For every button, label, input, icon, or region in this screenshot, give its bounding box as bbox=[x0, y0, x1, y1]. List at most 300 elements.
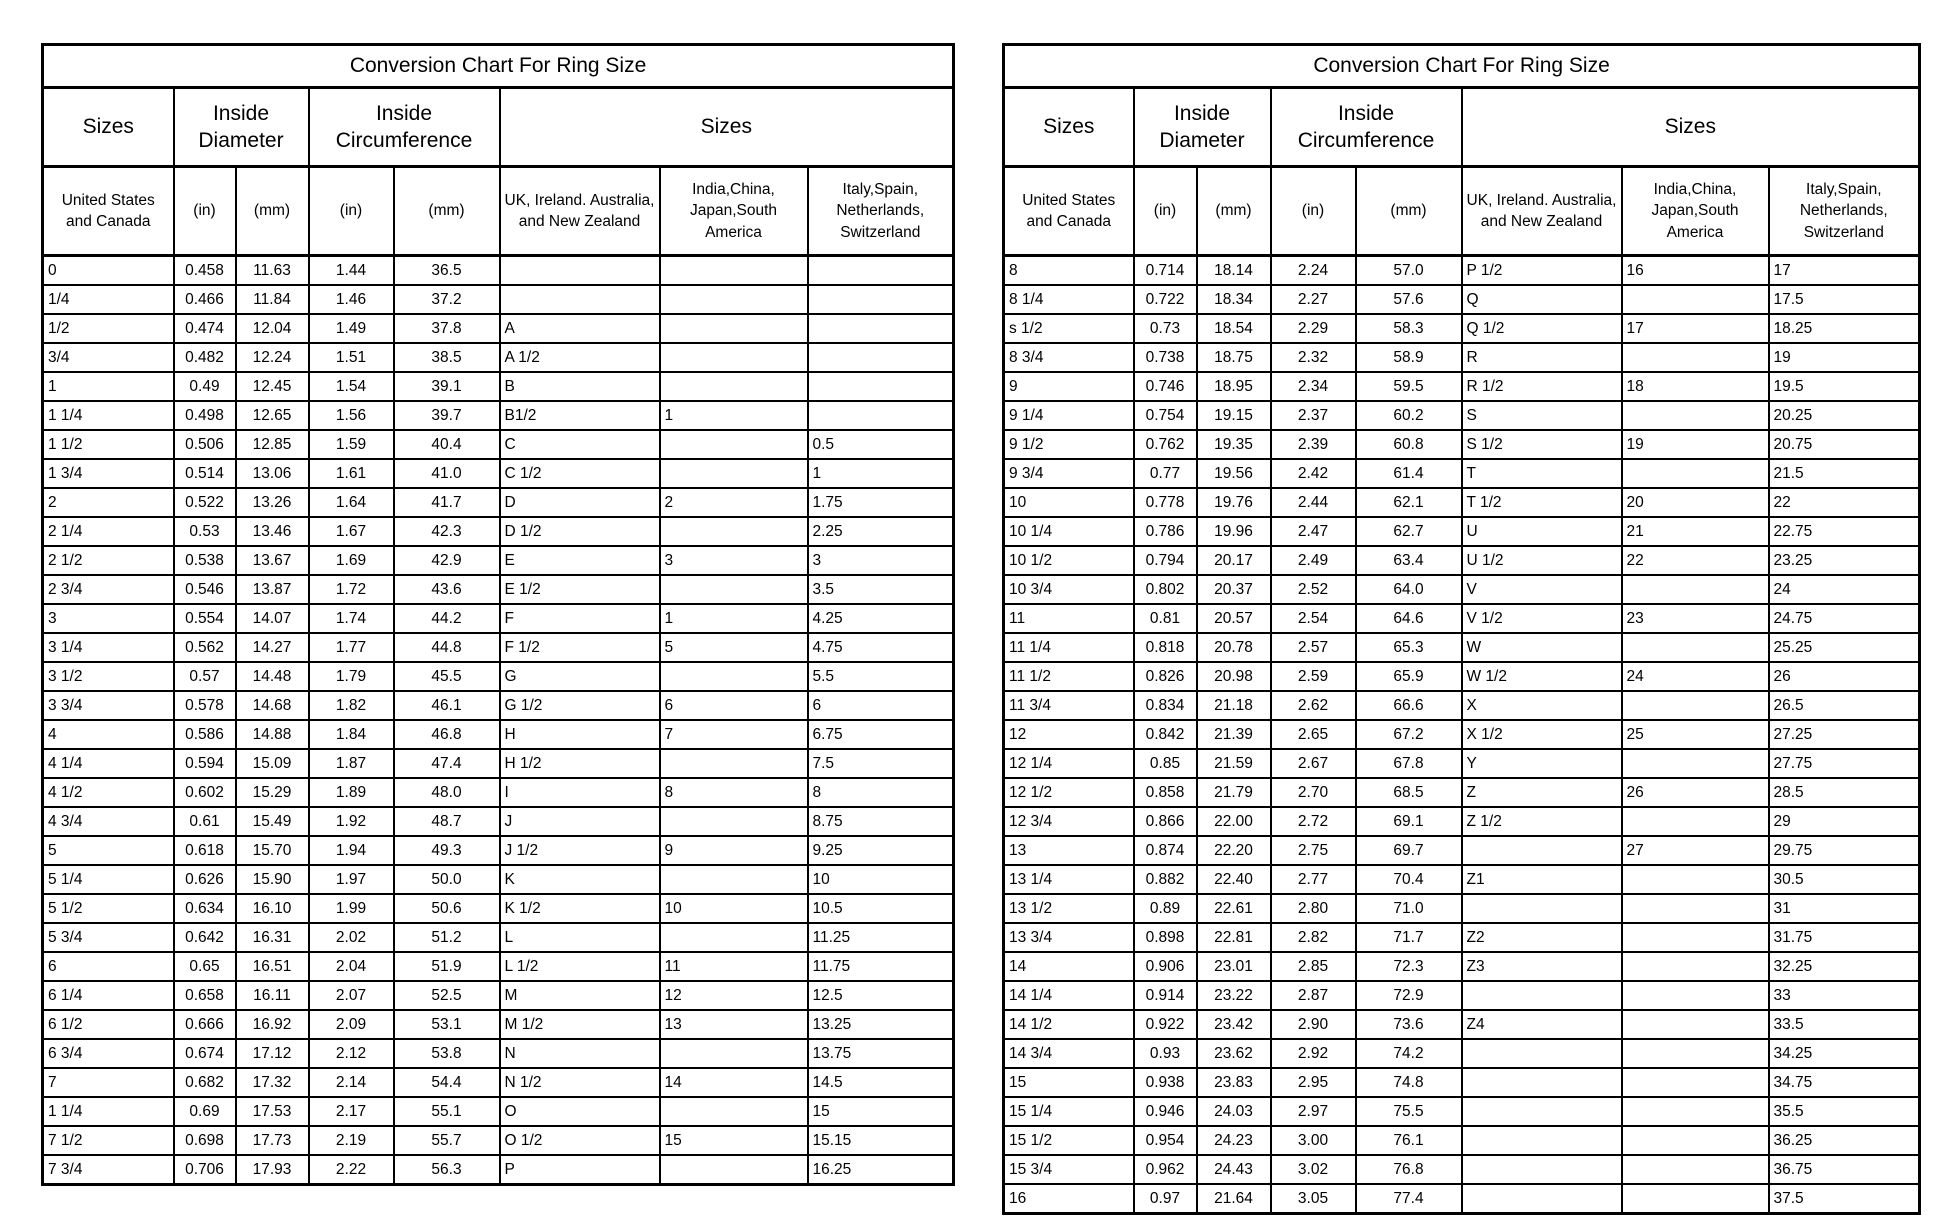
table-cell: 3.5 bbox=[808, 575, 954, 604]
table-cell bbox=[1462, 1097, 1622, 1126]
table-cell: 1.51 bbox=[309, 343, 394, 372]
table-cell bbox=[1462, 836, 1622, 865]
table-cell: 75.5 bbox=[1356, 1097, 1462, 1126]
table-cell: 2.34 bbox=[1271, 372, 1356, 401]
table-cell: 0.714 bbox=[1134, 256, 1197, 286]
table-cell bbox=[660, 430, 808, 459]
table-cell: 36.25 bbox=[1769, 1126, 1920, 1155]
table-cell: 0.458 bbox=[174, 256, 236, 286]
table-cell: M 1/2 bbox=[500, 1010, 660, 1039]
table-cell: 4 3/4 bbox=[43, 807, 174, 836]
table-cell: 34.25 bbox=[1769, 1039, 1920, 1068]
table-cell: 71.0 bbox=[1356, 894, 1462, 923]
column-header-circumference-mm: (mm) bbox=[1356, 167, 1462, 256]
table-cell: 0.914 bbox=[1134, 981, 1197, 1010]
table-cell: 0.57 bbox=[174, 662, 236, 691]
table-cell: 1.59 bbox=[309, 430, 394, 459]
table-cell: 10 1/4 bbox=[1004, 517, 1134, 546]
table-cell: 0.594 bbox=[174, 749, 236, 778]
table-cell: 0.514 bbox=[174, 459, 236, 488]
table-cell: 74.8 bbox=[1356, 1068, 1462, 1097]
table-cell bbox=[660, 285, 808, 314]
group-header-row bbox=[1004, 88, 1920, 167]
table-row bbox=[1004, 981, 1920, 1010]
table-cell: R bbox=[1462, 343, 1622, 372]
table-cell: 0.834 bbox=[1134, 691, 1197, 720]
table-cell: 1 1/2 bbox=[43, 430, 174, 459]
table-cell: K bbox=[500, 865, 660, 894]
table-cell: 16.92 bbox=[236, 1010, 309, 1039]
table-row bbox=[1004, 662, 1920, 691]
table-cell: 8 1/4 bbox=[1004, 285, 1134, 314]
table-cell: 42.3 bbox=[394, 517, 500, 546]
table-cell: 2.95 bbox=[1271, 1068, 1356, 1097]
table-row bbox=[1004, 285, 1920, 314]
table-cell: 13 1/2 bbox=[1004, 894, 1134, 923]
table-cell: 16 bbox=[1004, 1184, 1134, 1214]
table-cell: 53.8 bbox=[394, 1039, 500, 1068]
table-row bbox=[43, 1010, 954, 1039]
table-row bbox=[1004, 459, 1920, 488]
table-cell: E 1/2 bbox=[500, 575, 660, 604]
table-cell: G bbox=[500, 662, 660, 691]
table-cell: 19.15 bbox=[1197, 401, 1271, 430]
table-cell: 0.77 bbox=[1134, 459, 1197, 488]
table-cell: 0.5 bbox=[808, 430, 954, 459]
table-cell: 1.44 bbox=[309, 256, 394, 286]
table-cell: 1 1/4 bbox=[43, 401, 174, 430]
table-cell: 24.75 bbox=[1769, 604, 1920, 633]
table-cell: 15 bbox=[808, 1097, 954, 1126]
table-cell: 5.5 bbox=[808, 662, 954, 691]
column-header-circumference-in: (in) bbox=[309, 167, 394, 256]
table-cell: 18.34 bbox=[1197, 285, 1271, 314]
table-cell: 23.01 bbox=[1197, 952, 1271, 981]
table-cell: 0.618 bbox=[174, 836, 236, 865]
table-cell bbox=[1622, 1010, 1769, 1039]
table-cell: 52.5 bbox=[394, 981, 500, 1010]
table-cell: X bbox=[1462, 691, 1622, 720]
table-cell: 23.83 bbox=[1197, 1068, 1271, 1097]
table-cell: F 1/2 bbox=[500, 633, 660, 662]
table-cell: 2.37 bbox=[1271, 401, 1356, 430]
table-row bbox=[1004, 517, 1920, 546]
table-row bbox=[43, 1068, 954, 1097]
table-cell: 0 bbox=[43, 256, 174, 286]
table-row bbox=[1004, 952, 1920, 981]
table-cell bbox=[660, 343, 808, 372]
table-row bbox=[1004, 1126, 1920, 1155]
table-cell: 10 bbox=[808, 865, 954, 894]
table-cell: 0.69 bbox=[174, 1097, 236, 1126]
table-cell: 6.75 bbox=[808, 720, 954, 749]
table-cell: 15.15 bbox=[808, 1126, 954, 1155]
table-cell: 2.22 bbox=[309, 1155, 394, 1185]
table-cell: 54.4 bbox=[394, 1068, 500, 1097]
table-cell: 2.65 bbox=[1271, 720, 1356, 749]
table-cell: 26 bbox=[1769, 662, 1920, 691]
table-cell: 0.538 bbox=[174, 546, 236, 575]
table-cell: 2.75 bbox=[1271, 836, 1356, 865]
table-cell: N bbox=[500, 1039, 660, 1068]
table-cell: 13.67 bbox=[236, 546, 309, 575]
table-cell: 2 1/2 bbox=[43, 546, 174, 575]
table-cell: 48.7 bbox=[394, 807, 500, 836]
table-cell: 60.2 bbox=[1356, 401, 1462, 430]
table-row bbox=[43, 923, 954, 952]
table-cell: 72.3 bbox=[1356, 952, 1462, 981]
table-cell: 22.81 bbox=[1197, 923, 1271, 952]
table-cell: 20 bbox=[1622, 488, 1769, 517]
group-header-sizes-international: Sizes bbox=[500, 88, 954, 167]
table-cell: 0.874 bbox=[1134, 836, 1197, 865]
table-cell: 1.54 bbox=[309, 372, 394, 401]
table-cell: 12 bbox=[1004, 720, 1134, 749]
table-row bbox=[43, 546, 954, 575]
table-cell bbox=[808, 401, 954, 430]
table-cell: 26.5 bbox=[1769, 691, 1920, 720]
table-cell: 49.3 bbox=[394, 836, 500, 865]
table-cell: 2.82 bbox=[1271, 923, 1356, 952]
table-cell: 19.96 bbox=[1197, 517, 1271, 546]
table-cell: O 1/2 bbox=[500, 1126, 660, 1155]
table-cell: 1 bbox=[808, 459, 954, 488]
table-cell: 13 1/4 bbox=[1004, 865, 1134, 894]
table-cell: 22 bbox=[1769, 488, 1920, 517]
table-cell: 7 1/2 bbox=[43, 1126, 174, 1155]
table-row bbox=[43, 633, 954, 662]
table-row bbox=[43, 314, 954, 343]
table-row bbox=[1004, 1097, 1920, 1126]
table-cell: 71.7 bbox=[1356, 923, 1462, 952]
table-cell: 14.68 bbox=[236, 691, 309, 720]
table-row bbox=[43, 401, 954, 430]
table-cell: 3 bbox=[43, 604, 174, 633]
table-cell: 19.76 bbox=[1197, 488, 1271, 517]
table-cell: 1 bbox=[660, 401, 808, 430]
table-cell: 39.1 bbox=[394, 372, 500, 401]
table-cell: 0.946 bbox=[1134, 1097, 1197, 1126]
table-cell bbox=[1622, 575, 1769, 604]
table-row bbox=[1004, 1184, 1920, 1214]
table-cell: W bbox=[1462, 633, 1622, 662]
table-cell: 8 bbox=[1004, 256, 1134, 286]
table-cell: 2 bbox=[43, 488, 174, 517]
table-cell: 25 bbox=[1622, 720, 1769, 749]
table-row bbox=[43, 807, 954, 836]
table-cell: 1.99 bbox=[309, 894, 394, 923]
group-header-sizes-international: Sizes bbox=[1462, 88, 1920, 167]
column-header-india-china-japan-sa: India,China, Japan,South America bbox=[1622, 167, 1769, 256]
table-cell: 0.802 bbox=[1134, 575, 1197, 604]
table-cell: 1 bbox=[660, 604, 808, 633]
table-cell: 2.85 bbox=[1271, 952, 1356, 981]
table-cell: 12.45 bbox=[236, 372, 309, 401]
table-cell bbox=[660, 923, 808, 952]
table-row bbox=[1004, 778, 1920, 807]
table-cell: 64.0 bbox=[1356, 575, 1462, 604]
table-cell: 50.0 bbox=[394, 865, 500, 894]
table-cell: 65.3 bbox=[1356, 633, 1462, 662]
table-cell: 0.522 bbox=[174, 488, 236, 517]
table-cell: 20.17 bbox=[1197, 546, 1271, 575]
table-cell: Y bbox=[1462, 749, 1622, 778]
table-cell: 65.9 bbox=[1356, 662, 1462, 691]
table-cell: 66.6 bbox=[1356, 691, 1462, 720]
table-cell: 58.9 bbox=[1356, 343, 1462, 372]
table-row bbox=[1004, 575, 1920, 604]
table-cell: 0.97 bbox=[1134, 1184, 1197, 1214]
table-cell: T bbox=[1462, 459, 1622, 488]
table-cell: 5 bbox=[43, 836, 174, 865]
table-cell: 14 bbox=[660, 1068, 808, 1097]
table-cell: 0.738 bbox=[1134, 343, 1197, 372]
table-cell: 7 bbox=[43, 1068, 174, 1097]
table-cell: 0.498 bbox=[174, 401, 236, 430]
table-cell: 24 bbox=[1769, 575, 1920, 604]
table-cell: L 1/2 bbox=[500, 952, 660, 981]
table-cell: 62.1 bbox=[1356, 488, 1462, 517]
table-title-row bbox=[43, 45, 954, 88]
table-cell bbox=[808, 314, 954, 343]
table-cell: 2.12 bbox=[309, 1039, 394, 1068]
table-title: Conversion Chart For Ring Size bbox=[1004, 45, 1920, 88]
table-cell bbox=[660, 314, 808, 343]
table-cell: 9 1/4 bbox=[1004, 401, 1134, 430]
table-cell: 0.754 bbox=[1134, 401, 1197, 430]
table-cell: Z4 bbox=[1462, 1010, 1622, 1039]
table-cell: 23.42 bbox=[1197, 1010, 1271, 1039]
table-row bbox=[1004, 923, 1920, 952]
table-cell bbox=[1462, 1126, 1622, 1155]
table-cell bbox=[500, 285, 660, 314]
table-cell: 22.75 bbox=[1769, 517, 1920, 546]
table-row bbox=[43, 256, 954, 286]
table-cell: 50.6 bbox=[394, 894, 500, 923]
table-cell: 1.79 bbox=[309, 662, 394, 691]
table-cell: 61.4 bbox=[1356, 459, 1462, 488]
table-cell: 2.87 bbox=[1271, 981, 1356, 1010]
table-cell: I bbox=[500, 778, 660, 807]
table-cell: 0.698 bbox=[174, 1126, 236, 1155]
table-cell bbox=[1622, 1068, 1769, 1097]
group-header-inside-diameter: Inside Diameter bbox=[174, 88, 309, 167]
table-cell: 6 1/4 bbox=[43, 981, 174, 1010]
table-row bbox=[43, 981, 954, 1010]
table-cell: 23.25 bbox=[1769, 546, 1920, 575]
table-cell: 22.00 bbox=[1197, 807, 1271, 836]
table-cell: 11.25 bbox=[808, 923, 954, 952]
table-cell: 0.81 bbox=[1134, 604, 1197, 633]
table-cell: 68.5 bbox=[1356, 778, 1462, 807]
column-header-us-canada: United States and Canada bbox=[43, 167, 174, 256]
table-cell: 14.5 bbox=[808, 1068, 954, 1097]
column-header-india-china-japan-sa: India,China, Japan,South America bbox=[660, 167, 808, 256]
table-cell: 47.4 bbox=[394, 749, 500, 778]
table-row bbox=[43, 865, 954, 894]
column-header-circumference-in: (in) bbox=[1271, 167, 1356, 256]
table-cell: 2.52 bbox=[1271, 575, 1356, 604]
table-cell: 2.04 bbox=[309, 952, 394, 981]
table-cell: 17.73 bbox=[236, 1126, 309, 1155]
table-cell: 0.73 bbox=[1134, 314, 1197, 343]
table-cell: 12.5 bbox=[808, 981, 954, 1010]
table-cell: 1.87 bbox=[309, 749, 394, 778]
table-cell: 27.75 bbox=[1769, 749, 1920, 778]
table-cell: 0.674 bbox=[174, 1039, 236, 1068]
table-cell: 0.602 bbox=[174, 778, 236, 807]
table-cell: C bbox=[500, 430, 660, 459]
table-cell bbox=[1622, 807, 1769, 836]
ring-size-conversion-table-right bbox=[1002, 43, 1921, 1215]
table-cell: D 1/2 bbox=[500, 517, 660, 546]
table-cell: 1.75 bbox=[808, 488, 954, 517]
table-row bbox=[43, 1126, 954, 1155]
table-row bbox=[1004, 1068, 1920, 1097]
table-cell: 2.14 bbox=[309, 1068, 394, 1097]
table-cell: 15 1/4 bbox=[1004, 1097, 1134, 1126]
column-header-uk-ireland-australia-nz: UK, Ireland. Australia, and New Zealand bbox=[1462, 167, 1622, 256]
table-row bbox=[1004, 488, 1920, 517]
table-cell: 5 bbox=[660, 633, 808, 662]
table-cell: 17.5 bbox=[1769, 285, 1920, 314]
table-cell: 2.24 bbox=[1271, 256, 1356, 286]
table-cell: 2.27 bbox=[1271, 285, 1356, 314]
group-header-sizes-us: Sizes bbox=[43, 88, 174, 167]
table-cell: 17.53 bbox=[236, 1097, 309, 1126]
table-cell: 44.8 bbox=[394, 633, 500, 662]
table-cell: 0.898 bbox=[1134, 923, 1197, 952]
table-cell bbox=[1622, 1155, 1769, 1184]
table-cell: 6 1/2 bbox=[43, 1010, 174, 1039]
table-cell: 13 3/4 bbox=[1004, 923, 1134, 952]
table-cell: 20.78 bbox=[1197, 633, 1271, 662]
table-row bbox=[1004, 314, 1920, 343]
table-cell: 0.562 bbox=[174, 633, 236, 662]
table-cell: 10 1/2 bbox=[1004, 546, 1134, 575]
table-cell: 11 bbox=[660, 952, 808, 981]
table-cell: 15.70 bbox=[236, 836, 309, 865]
table-cell: 1 1/4 bbox=[43, 1097, 174, 1126]
table-row bbox=[43, 488, 954, 517]
table-cell: 72.9 bbox=[1356, 981, 1462, 1010]
table-cell: 12.85 bbox=[236, 430, 309, 459]
table-cell bbox=[660, 1039, 808, 1068]
table-cell: 21.18 bbox=[1197, 691, 1271, 720]
table-cell: 63.4 bbox=[1356, 546, 1462, 575]
table-cell: 35.5 bbox=[1769, 1097, 1920, 1126]
table-cell: 44.2 bbox=[394, 604, 500, 633]
table-cell: 8 3/4 bbox=[1004, 343, 1134, 372]
table-row bbox=[1004, 546, 1920, 575]
table-cell: 14 1/4 bbox=[1004, 981, 1134, 1010]
table-cell: 41.7 bbox=[394, 488, 500, 517]
table-cell: 23 bbox=[1622, 604, 1769, 633]
table-cell: 2.02 bbox=[309, 923, 394, 952]
table-cell bbox=[1622, 1097, 1769, 1126]
table-row bbox=[1004, 1010, 1920, 1039]
table-cell: 0.626 bbox=[174, 865, 236, 894]
table-row bbox=[1004, 836, 1920, 865]
table-cell: 18.25 bbox=[1769, 314, 1920, 343]
table-cell bbox=[660, 749, 808, 778]
table-cell: 3/4 bbox=[43, 343, 174, 372]
table-cell: 2.67 bbox=[1271, 749, 1356, 778]
table-cell: 20.57 bbox=[1197, 604, 1271, 633]
table-cell bbox=[660, 662, 808, 691]
table-cell bbox=[660, 1155, 808, 1185]
table-cell: 5 3/4 bbox=[43, 923, 174, 952]
table-body-right bbox=[1004, 256, 1920, 1214]
table-cell: E bbox=[500, 546, 660, 575]
table-cell: 28.5 bbox=[1769, 778, 1920, 807]
table-cell: 46.8 bbox=[394, 720, 500, 749]
table-cell: 51.9 bbox=[394, 952, 500, 981]
table-row bbox=[1004, 1039, 1920, 1068]
table-cell: 18 bbox=[1622, 372, 1769, 401]
table-cell: 17.93 bbox=[236, 1155, 309, 1185]
table-cell: 36.5 bbox=[394, 256, 500, 286]
column-header-italy-spain-netherlands-ch: Italy,Spain, Netherlands, Switzerland bbox=[808, 167, 954, 256]
table-cell bbox=[1462, 894, 1622, 923]
table-cell: 9 3/4 bbox=[1004, 459, 1134, 488]
table-cell: 4 1/2 bbox=[43, 778, 174, 807]
table-cell: Z2 bbox=[1462, 923, 1622, 952]
table-cell: 0.906 bbox=[1134, 952, 1197, 981]
table-cell: 20.25 bbox=[1769, 401, 1920, 430]
table-cell: 23.22 bbox=[1197, 981, 1271, 1010]
table-cell: 3.05 bbox=[1271, 1184, 1356, 1214]
table-cell: 0.826 bbox=[1134, 662, 1197, 691]
table-cell bbox=[1622, 1126, 1769, 1155]
table-cell: 0.506 bbox=[174, 430, 236, 459]
table-cell: G 1/2 bbox=[500, 691, 660, 720]
table-cell: 0.586 bbox=[174, 720, 236, 749]
table-cell: 2.77 bbox=[1271, 865, 1356, 894]
table-cell: 14.48 bbox=[236, 662, 309, 691]
table-cell: 0.65 bbox=[174, 952, 236, 981]
table-cell: 1.77 bbox=[309, 633, 394, 662]
table-cell: 12 1/4 bbox=[1004, 749, 1134, 778]
table-cell: 7 3/4 bbox=[43, 1155, 174, 1185]
table-cell: 1.84 bbox=[309, 720, 394, 749]
table-cell: 13.25 bbox=[808, 1010, 954, 1039]
table-cell: 10.5 bbox=[808, 894, 954, 923]
ring-size-conversion-table-left bbox=[41, 43, 955, 1186]
table-cell: X 1/2 bbox=[1462, 720, 1622, 749]
table-cell: 12 1/2 bbox=[1004, 778, 1134, 807]
table-cell: s 1/2 bbox=[1004, 314, 1134, 343]
table-cell: 3 3/4 bbox=[43, 691, 174, 720]
table-cell bbox=[808, 285, 954, 314]
table-cell bbox=[808, 256, 954, 286]
table-cell: 22 bbox=[1622, 546, 1769, 575]
table-cell: 2.59 bbox=[1271, 662, 1356, 691]
table-cell: 11 1/4 bbox=[1004, 633, 1134, 662]
table-cell: 74.2 bbox=[1356, 1039, 1462, 1068]
table-cell: 16.25 bbox=[808, 1155, 954, 1185]
table-cell bbox=[500, 256, 660, 286]
table-row bbox=[43, 285, 954, 314]
table-cell bbox=[1622, 401, 1769, 430]
table-cell: A 1/2 bbox=[500, 343, 660, 372]
table-cell: 46.1 bbox=[394, 691, 500, 720]
table-cell: 0.546 bbox=[174, 575, 236, 604]
table-cell: 2.19 bbox=[309, 1126, 394, 1155]
column-header-us-canada: United States and Canada bbox=[1004, 167, 1134, 256]
table-cell: 8 bbox=[660, 778, 808, 807]
table-cell: 6 bbox=[660, 691, 808, 720]
